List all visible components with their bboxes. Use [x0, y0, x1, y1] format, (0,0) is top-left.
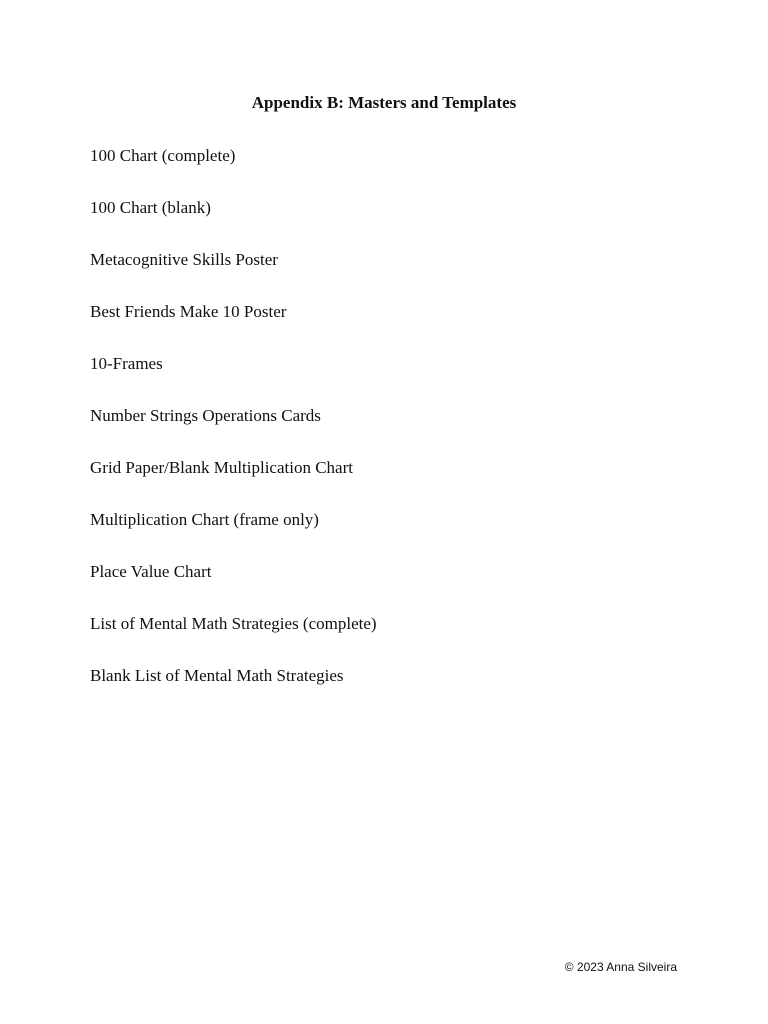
list-item: Blank List of Mental Math Strategies [90, 666, 344, 685]
list-item: Number Strings Operations Cards [90, 406, 321, 425]
list-item: 10-Frames [90, 354, 163, 373]
list-item: Best Friends Make 10 Poster [90, 302, 287, 321]
page-title: Appendix B: Masters and Templates [251, 93, 517, 112]
list-item: 100 Chart (complete) [90, 146, 236, 165]
template-list [90, 145, 377, 717]
list-item: 100 Chart (blank) [90, 198, 211, 217]
list-item: Multiplication Chart (frame only) [90, 510, 319, 529]
copyright-footer: © 2023 Anna Silveira [564, 960, 677, 974]
list-item: Grid Paper/Blank Multiplication Chart [90, 458, 353, 477]
list-item: Place Value Chart [90, 562, 212, 581]
list-item: List of Mental Math Strategies (complete) [90, 614, 377, 633]
list-item: Metacognitive Skills Poster [90, 250, 278, 269]
